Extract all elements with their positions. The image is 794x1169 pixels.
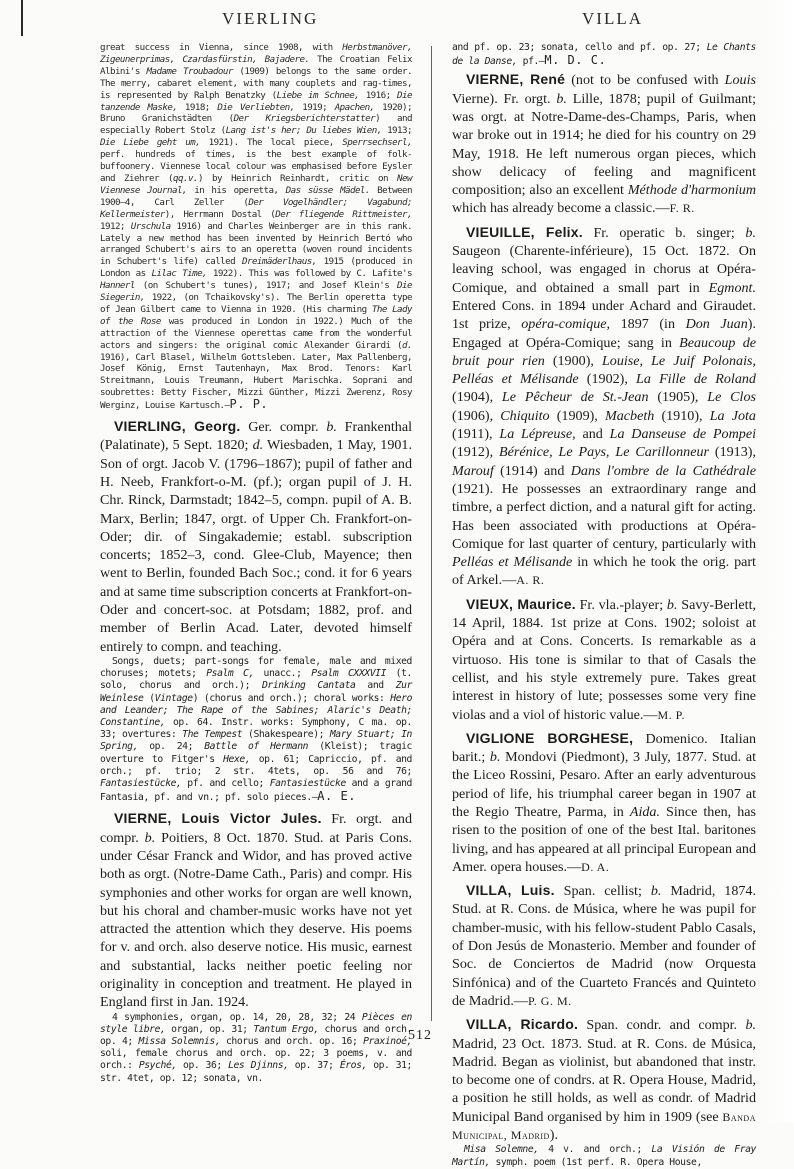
running-head-left: VIERLING — [222, 9, 319, 28]
author-signature: M. P. — [657, 707, 686, 722]
page-edge-shadow — [764, 0, 794, 1123]
right-column — [452, 42, 756, 1169]
entry-headword: VILLA, Ricardo. — [466, 1016, 579, 1033]
author-signature: A. E. — [317, 789, 356, 804]
author-signature: D. A. — [581, 859, 610, 874]
cross-reference-link[interactable]: Banda Municipal, Madrid — [452, 1109, 756, 1143]
works-list: Songs, duets; part-songs for female, male and mixed choruses; motets; Psalm C, unacc.; Psalm CXXXVII (t. solo, chorus and orch.); Drinking Cantata and Zur Weinlese (Vintage) (chorus and orch.); choral works: Hero and Leander; The Rape of the Sabines; Alaric's Death; Constantine, op. 64. Instr. works: Symphony, C ma. op. 33; overtures: The Tempest (Shakespeare); Mary Stuart; In Spring, op. 24; Battle of Hermann (Kleist); tragic overture to Fitger's Hexe, op. 61; Capriccio, pf. and orch.; pf. trio; 2 str. 4tets, op. 56 and 76; Fantasiestücke, pf. and cello; Fantasiestücke and a grand Fantasia, pf. and vn.; pf. solo pieces.—A. E. — [100, 655, 413, 804]
author-signature: M. D. C. — [544, 53, 607, 68]
operetta-article-continuation: great success in Vienna, since 1908, with Herbstmanöver, Zigeunerprimas, Czardasfürstin, Bajadere. The Croatian Felix Albini's Madame Troubadour (1909) belongs to the same order. The merry, cabaret element, with many couplets and rag-times, is represented by Ralph Benatzky (Liebe im Schnee, 1916; Die tanzende Maske, 1918; Die Verliebten, 1919; Apachen, 1920); Bruno Granichstädten (Der Kriegsberichterstatter) and especially Robert Stolz (Lang ist's her; Du liebes Wien, 1913; Die Liebe geht um, 1921). The local piece, Sperrsechserl, perf. hundreds of times, is the best example of folk-buffoonery. Viennese local colour was emphasised before Eysler and Ziehrer (qq.v.) by Heinrich Reinhardt, critic on New Viennese Journal, in his operetta, Das süsse Mädel. Between 1900–4, Carl Zeller (Der Vogelhändler; Vagabund; Kellermeister), Herrmann Dostal (Der fliegende Rittmeister, 1912; Urschula 1916) and Charles Weinberger are in this rank. Lately a new method has been invented by Heinrich Bertó who arranged Schubert's airs to an operetta (woven round incidents in Schubert's life) called Dreimäderlhaus, 1915 (produced in London as Lilac Time, 1922). This was followed by C. Lafite's Hannerl (on Schubert's tunes), 1917; and Josef Klein's Die Siegerin, 1922, (on Tchaikovsky's). The Berlin operetta type of Jean Gilbert came to Vienna in 1920. (His charming The Lady of the Rose was produced in London in 1922.) Much of the attraction of the Viennese operettas came from the wonderful actors and singers: the original comic Alexander Girardi (d. 1916), Carl Blasel, Wilhelm Gottsleben. Later, Max Pallenberg, Josef König, Ernst Tautenhayn, Max Brod. Tenors: Karl Streitmann, Louis Treumann, Hubert Marischka. Soprani and soubrettes: Betty Fischer, Mizzi Günther, Mizzi Zwerenz, Rosy Werginz, Louise Kartusch.—P. P. — [100, 42, 413, 412]
running-head-right: VILLA — [582, 9, 643, 28]
entry-vieux-maurice: VIEUX, Maurice. Fr. vla.-player; b. Savy-Berlett, 14 April, 1884. 1st prize at Cons. 1902; soloist at Opéra and at Cons. Concerts. Is remarkable as a virtuoso. His tone is similar to that of Casals the cellist, and his style extremely pure. Takes great interest in history of lute; possesses some very fine violas and a viol of historic value.—M. P. — [452, 595, 757, 723]
vierne-louis-works-continuation: and pf. op. 23; sonata, cello and pf. op. 27; Le Chants de la Danse, pf.—M. D. C. — [452, 42, 756, 68]
entry-headword: VILLA, Luis. — [466, 882, 555, 899]
entry-headword: VIERNE, Louis Victor Jules. — [114, 810, 322, 827]
left-column — [100, 42, 412, 1085]
entry-headword: VIEUX, Maurice. — [466, 595, 576, 612]
works-list: 4 symphonies, organ, op. 14, 20, 28, 32; 24 Pièces en style libre, organ, op. 31; Tantum Ergo, chorus and orch. op. 4; Missa Solemnis, chorus and orch. op. 16; Praxinoé, soli, female chorus and orch. op. 22; 3 poems, v. and orch.: Psyché, op. 36; Les Djinns, op. 37; Éros, op. 31; str. 4tet, op. 12; sonata, vn. — [100, 1011, 412, 1084]
entry-headword: VIERNE, René — [466, 71, 566, 88]
entry-viglione-borghese: VIGLIONE BORGHESE, Domenico. Italian barit.; b. Mondovi (Piedmont), 3 July, 1877. Stud. at the Liceo Rossini, Pesaro. After an early adventurous period of life, his triumphal career began in 1907 at the Regio Theatre, Parma, in Aida. Since then, has risen to the position of one of the best Ital. baritones living, and has appeared at all principal European and Amer. opera houses.—D. A. — [452, 729, 757, 875]
entry-headword: VIGLIONE BORGHESE, — [466, 729, 634, 746]
column-divider — [431, 46, 432, 1021]
entry-vierling-georg: VIERLING, Georg. Ger. compr. b. Frankenthal (Palatinate), 5 Sept. 1820; d. Wiesbaden, 1 May, 1901. Son of orgt. Jacob V. (1796–1867); pupil of father and H. Neeb, Frankfort-o-M. (pf.); organ pupil of J. H. Chr. Rinck, Darmstadt; 1842–5, compn. pupil of A. B. Marx, Berlin; 1847, orgt. of Upper Ch. Frankfort-on-Oder; dir. of Singakademie; establ. subscription concerts; 1852–3, cond. Glee-Club, Mayence; then went to Berlin, founded Bach Soc.; cond. it for 6 years and at same time subscription concerts at Frankfort-on-Oder and concert-soc. at Potsdam; 1882, prof. and member of Berlin Acad. Later, devoted himself entirely to compn. and teaching. Songs, duets; part-songs for female, male and mixed choruses; motets; Psalm C, unacc.; Psalm CXXXVII (t. solo, chorus and orch.); Drinking Cantata and Zur Weinlese (Vintage) (chorus and orch.); choral works: Hero and Leander; The Rape of the Sabines; Alaric's Death; Constantine, op. 64. Instr. works: Symphony, C ma. op. 33; overtures: The Tempest (Shakespeare); Mary Stuart; In Spring, op. 24; Battle of Hermann (Kleist); tragic overture to Fitger's Hexe, op. 61; Capriccio, pf. and orch.; pf. trio; 2 str. 4tets, op. 56 and 76; Fantasiestücke, pf. and cello; Fantasiestücke and a grand Fantasia, pf. and vn.; pf. solo pieces.—A. E. — [100, 418, 413, 804]
entry-vieuille-felix: VIEUILLE, Felix. Fr. operatic b. singer; b. Saugeon (Charente-inférieure), 15 Oct. 1872. On leaving school, was engaged in chorus at Opéra-Comique, and obtained a small part in Egmont. Entered Cons. in 1894 under Achard and Giraudet. 1st prize, opéra-comique, 1897 (in Don Juan). Engaged at Opéra-Comique; sang in Beaucoup de bruit pour rien (1900), Louise, Le Juif Polonais, Pelléas et Mélisande (1902), La Fille de Roland (1904), Le Pêcheur de St.-Jean (1905), Le Clos (1906), Chiquito (1909), Macbeth (1910), La Jota (1911), La Lépreuse, and La Danseuse de Pompei (1912), Bérénice, Le Pays, Le Carillonneur (1913), Marouf (1914) and Dans l'ombre de la Cathédrale (1921). He possesses an extraordinary range and timbre, a perfect diction, and a natural gift for acting. Has been associated with productions at Opéra-Comique for last quarter of century, particularly with Pelléas et Mélisande in which he took the orig. part of Arkel.—A. R. — [452, 223, 757, 589]
page-number: 512 — [408, 1028, 432, 1043]
entry-headword: VIERLING, Georg. — [114, 418, 241, 435]
author-signature: F. R. — [669, 201, 695, 216]
entry-villa-ricardo: VILLA, Ricardo. Span. condr. and compr. b. Madrid, 23 Oct. 1873. Stud. at R. Cons. de Música, Madrid. Began as violinist, but abandoned that instr. to become one of condrs. at R. Opera House, Madrid, a position he still holds, as well as condr. of Madrid Municipal Band organised by him in 1909 (see Banda Municipal, Madrid). Misa Solemne, 4 v. and orch.; La Visión de Fray Martín, symph. poem (1st perf. R. Opera House, — [452, 1016, 757, 1168]
works-list: Misa Solemne, 4 v. and orch.; La Visión de Fray Martín, symph. poem (1st perf. R. Opera House, — [452, 1144, 756, 1168]
scan-edge-line — [21, 0, 23, 36]
author-signature: P. G. M. — [527, 993, 572, 1008]
author-signature: A. R. — [516, 573, 545, 588]
author-signature: P. P. — [229, 397, 269, 412]
entry-villa-luis: VILLA, Luis. Span. cellist; b. Madrid, 1874. Stud. at R. Cons. de Música, where he was pupil for chamber-music, with his fellow-student Pablo Casals, of Don Jesús de Monasterio. Member and founder of Soc. de Conciertos de Madrid (now Orquesta Sinfónica) and of the Cuarteto Francés and Quinteto de Madrid.—P. G. M. — [452, 882, 757, 1009]
entry-vierne-rene: VIERNE, René (not to be confused with Louis Vierne). Fr. orgt. b. Lille, 1878; pupil of Guilmant; was orgt. at Notre-Dame-des-Champs, Paris, when war broke out in 1914; he died for his country on 29 May, 1918. He left numerous organ pieces, which show delicacy of feeling and magnificent composition; also an excellent Méthode d'harmonium which has already become a classic.—F. R. — [452, 71, 757, 217]
entry-headword: VIEUILLE, Felix. — [466, 223, 583, 240]
entry-vierne-louis: VIERNE, Louis Victor Jules. Fr. orgt. and compr. b. Poitiers, 8 Oct. 1870. Stud. at Paris Cons. under César Franck and Widor, and has proved active both as orgt. (Notre-Dame Cath., Paris) and compr. His symphonies and other works for organ are well known, but his choral and chamber-music works have not yet attracted the attention which they deserve. His poems for v. and orch. also deserve notice. His music, earnest and substantial, lacks neither poetic feeling nor originality in conception and treatment. He played in England first in Jan. 1924. 4 symphonies, organ, op. 14, 20, 28, 32; 24 Pièces en style libre, organ, op. 31; Tantum Ergo, chorus and orch. op. 4; Missa Solemnis, chorus and orch. op. 16; Praxinoé, soli, female chorus and orch. op. 22; 3 poems, v. and orch.: Psyché, op. 36; Les Djinns, op. 37; Éros, op. 31; str. 4tet, op. 12; sonata, vn. — [100, 810, 413, 1084]
